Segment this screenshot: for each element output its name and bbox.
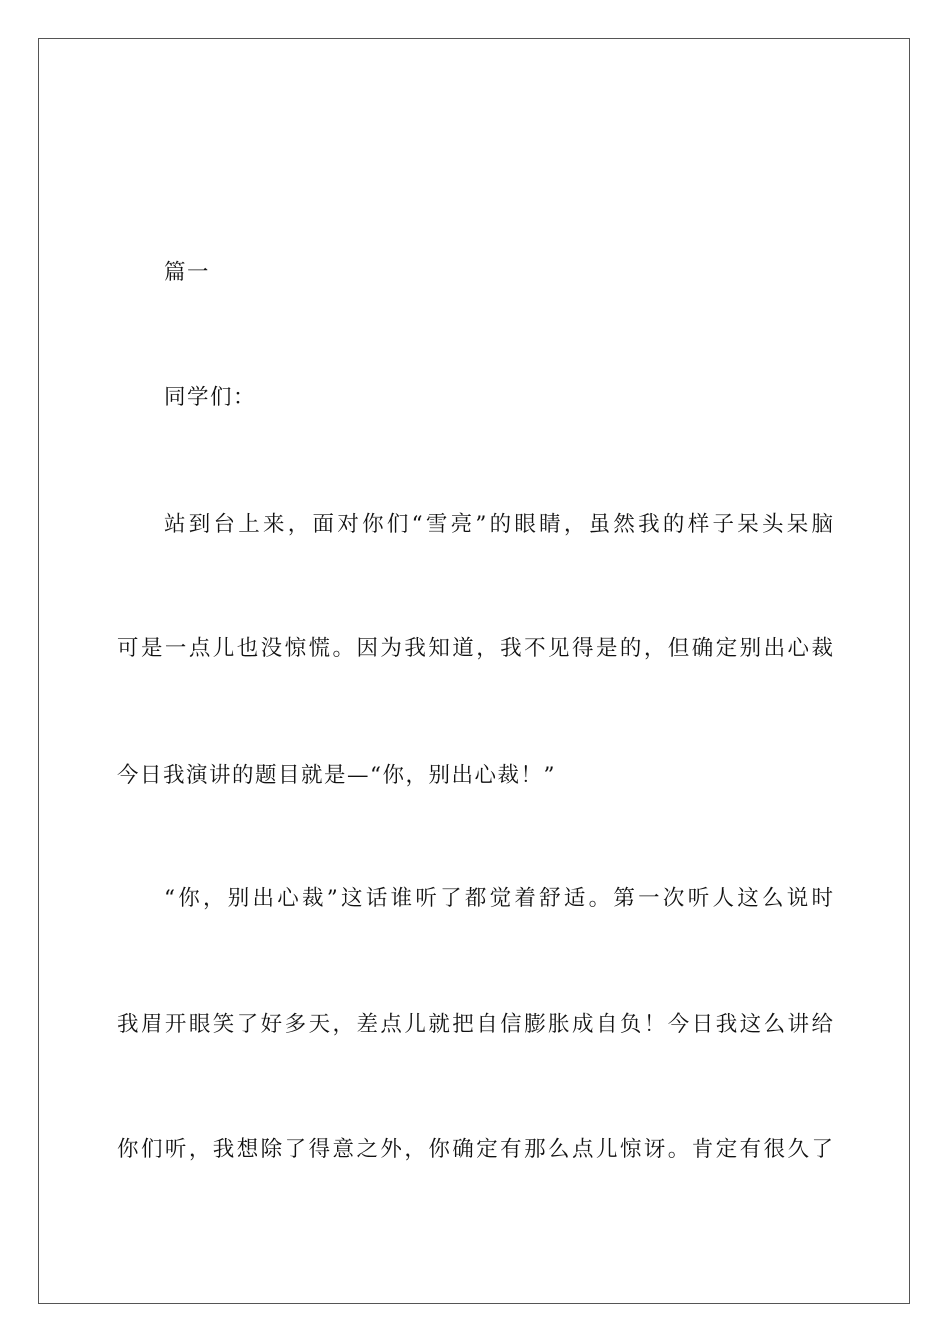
paragraph-1-line-1: 站到台上来，面对你们“雪亮”的眼睛，虽然我的样子呆头呆脑 (164, 512, 833, 537)
section-heading: 篇一 (164, 260, 211, 285)
paragraph-2-line-2: 我眉开眼笑了好多天，差点儿就把自信膨胀成自负！今日我这么讲给 (117, 1012, 833, 1037)
salutation: 同学们： (164, 385, 257, 410)
paragraph-2-line-3: 你们听，我想除了得意之外，你确定有那么点儿惊讶。肯定有很久了 (117, 1137, 833, 1162)
paragraph-1-line-2: 可是一点儿也没惊慌。因为我知道，我不见得是的，但确定别出心裁 (117, 636, 833, 661)
paragraph-2-line-1: “你，别出心裁”这话谁听了都觉着舒适。第一次听人这么说时 (164, 886, 833, 911)
page-border (38, 38, 910, 1304)
paragraph-1-line-3: 今日我演讲的题目就是—“你，别出心裁！” (117, 763, 556, 788)
